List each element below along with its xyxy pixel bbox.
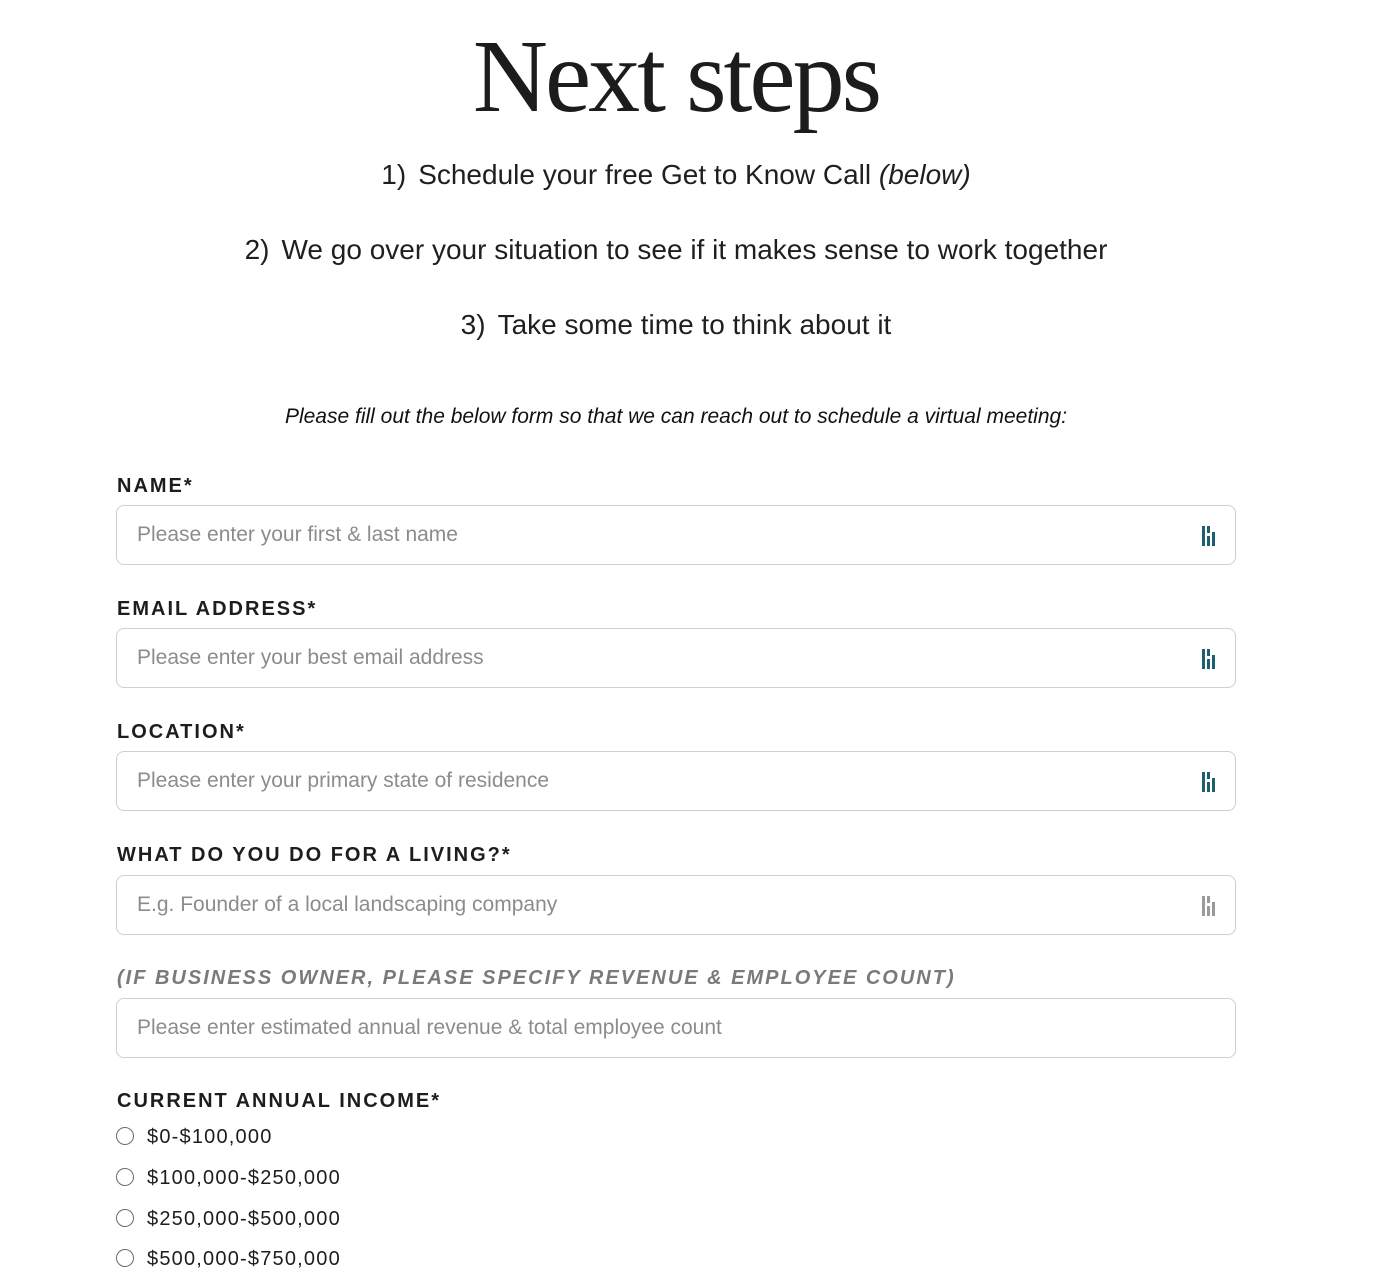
form-intro: Please fill out the below form so that we can reach out to schedule a virtual meeting: (284, 405, 1068, 428)
business-input[interactable] (117, 999, 1177, 1057)
radio-button[interactable] (116, 1127, 134, 1145)
step-text: Take some time to think about it (497, 309, 892, 340)
location-field[interactable] (116, 751, 1236, 811)
location-label: LOCATION* (117, 721, 246, 743)
radio-label[interactable]: $0-$100,000 (147, 1125, 273, 1148)
step-emphasis: (below) (878, 159, 971, 190)
location-input[interactable] (117, 752, 1177, 810)
business-label: (IF BUSINESS OWNER, PLEASE SPECIFY REVENUE & EMPLOYEE COUNT) (117, 967, 956, 989)
radio-button[interactable] (116, 1249, 134, 1267)
step-2 (0, 232, 1352, 268)
password-manager-icon[interactable] (1201, 771, 1219, 793)
income-option[interactable] (116, 1165, 341, 1191)
income-option[interactable] (116, 1206, 341, 1232)
email-label: EMAIL ADDRESS* (117, 598, 318, 620)
occupation-label: WHAT DO YOU DO FOR A LIVING?* (117, 844, 512, 866)
income-label: CURRENT ANNUAL INCOME* (117, 1090, 441, 1112)
income-option[interactable] (116, 1124, 273, 1150)
step-number: 3) (460, 309, 486, 340)
name-input[interactable] (117, 506, 1177, 564)
step-text: We go over your situation to see if it makes sense to work together (281, 234, 1108, 265)
password-manager-icon[interactable] (1201, 895, 1219, 917)
step-3 (0, 307, 1352, 343)
income-option[interactable] (116, 1246, 341, 1272)
radio-label[interactable]: $500,000-$750,000 (147, 1247, 341, 1270)
name-label: NAME* (117, 475, 194, 497)
radio-button[interactable] (116, 1209, 134, 1227)
password-manager-icon[interactable] (1201, 525, 1219, 547)
radio-button[interactable] (116, 1168, 134, 1186)
occupation-input[interactable] (117, 876, 1177, 934)
page-title: Next steps (472, 19, 880, 134)
step-number: 2) (244, 234, 270, 265)
name-field[interactable] (116, 505, 1236, 565)
occupation-field[interactable] (116, 875, 1236, 935)
email-field[interactable] (116, 628, 1236, 688)
step-1 (0, 157, 1352, 193)
radio-label[interactable]: $250,000-$500,000 (147, 1207, 341, 1230)
business-field[interactable] (116, 998, 1236, 1058)
step-text: Schedule your free Get to Know Call (418, 159, 872, 190)
step-number: 1) (381, 159, 407, 190)
password-manager-icon[interactable] (1201, 648, 1219, 670)
radio-label[interactable]: $100,000-$250,000 (147, 1166, 341, 1189)
email-input[interactable] (117, 629, 1177, 687)
